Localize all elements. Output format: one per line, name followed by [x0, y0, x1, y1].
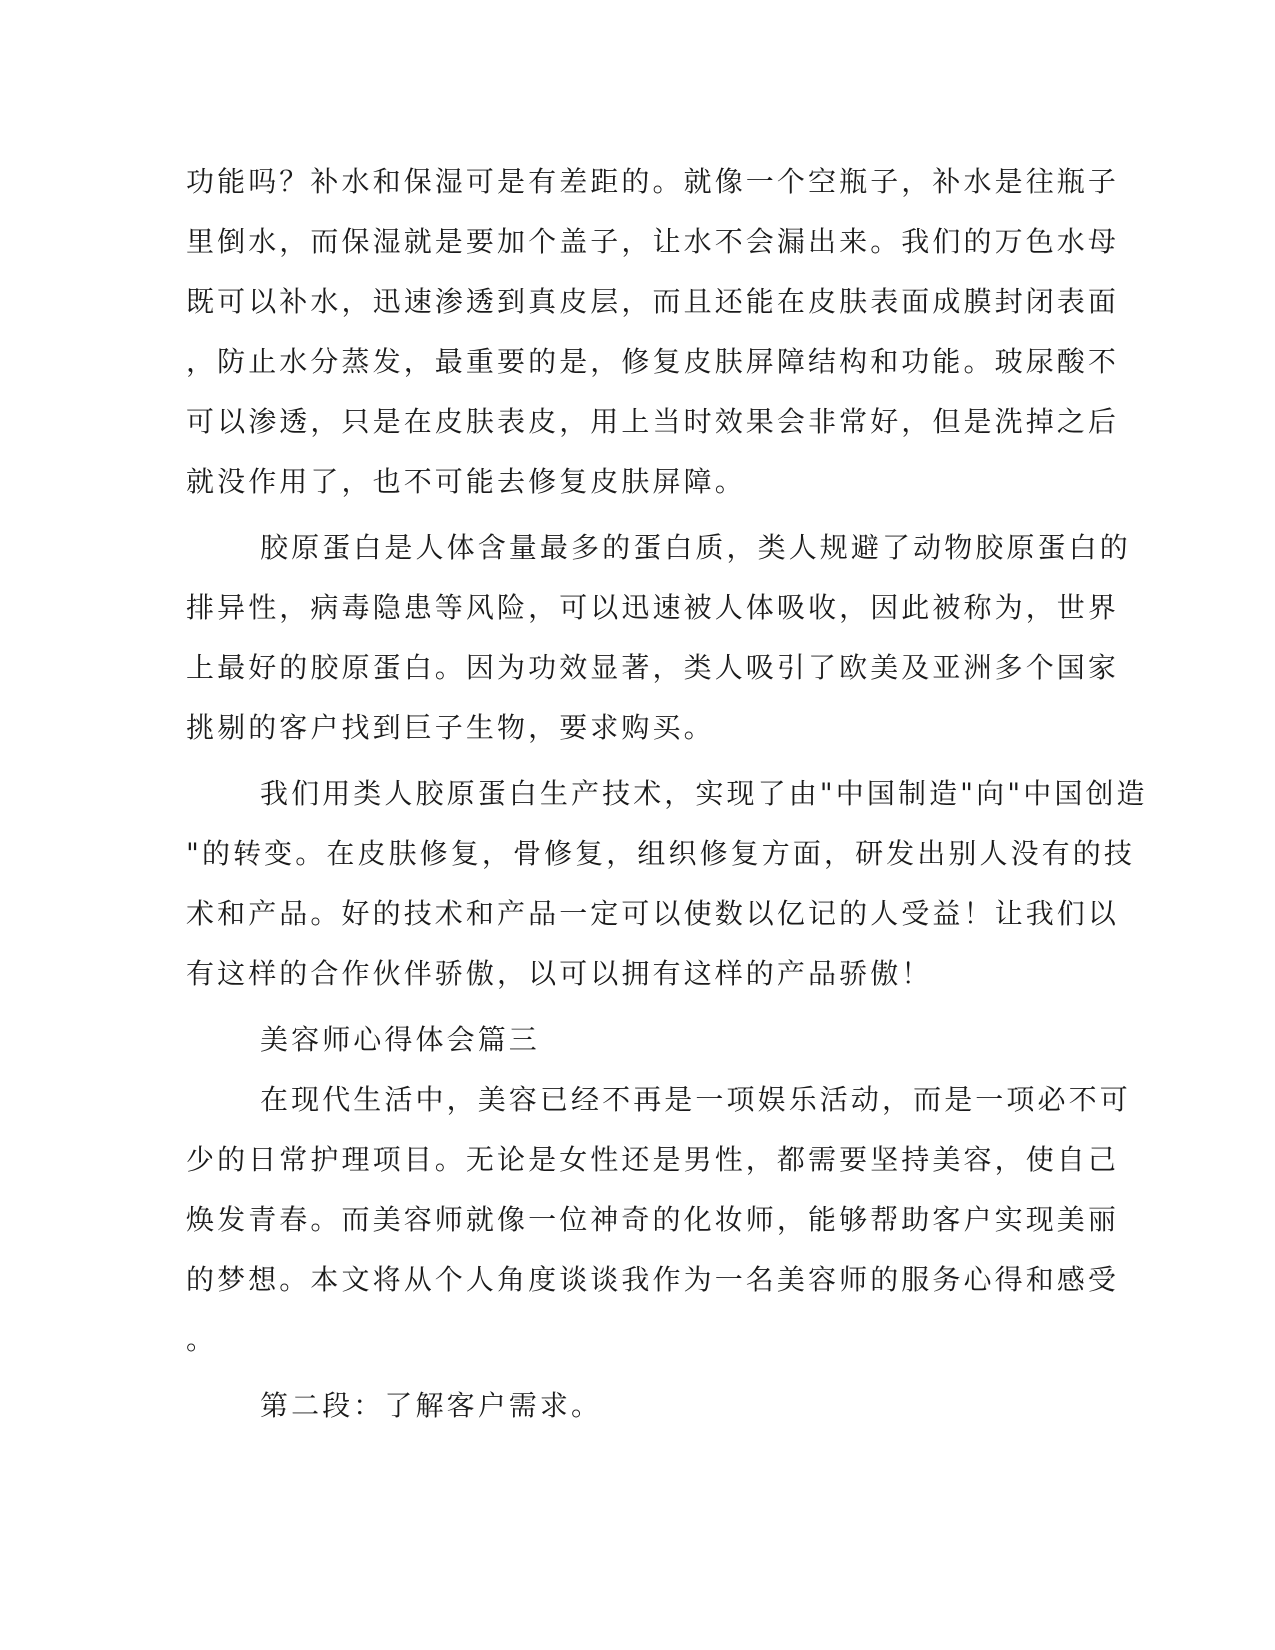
paragraph-first-line: 第二段：了解客户需求。 — [260, 1389, 603, 1422]
text-line: 少的日常护理项目。无论是女性还是男性，都需要坚持美容，使自己 — [186, 1143, 1120, 1176]
text-line: 挑剔的客户找到巨子生物，要求购买。 — [186, 711, 715, 744]
section-heading: 美容师心得体会篇三 — [260, 1023, 540, 1056]
text-line: ，防止水分蒸发，最重要的是，修复皮肤屏障结构和功能。玻尿酸不 — [186, 345, 1120, 378]
text-line: 焕发青春。而美容师就像一位神奇的化妆师，能够帮助客户实现美丽 — [186, 1203, 1120, 1236]
text-line: 的梦想。本文将从个人角度谈谈我作为一名美容师的服务心得和感受 — [186, 1263, 1120, 1296]
paragraph-first-line: 胶原蛋白是人体含量最多的蛋白质，类人规避了动物胶原蛋白的 — [260, 531, 1131, 564]
text-line: 术和产品。好的技术和产品一定可以使数以亿记的人受益！让我们以 — [186, 897, 1120, 930]
text-line: 。 — [186, 1323, 218, 1356]
text-line: 可以渗透，只是在皮肤表皮，用上当时效果会非常好，但是洗掉之后 — [186, 405, 1120, 438]
text-line: 排异性，病毒隐患等风险，可以迅速被人体吸收，因此被称为，世界 — [186, 591, 1120, 624]
text-line: 有这样的合作伙伴骄傲，以可以拥有这样的产品骄傲！ — [186, 957, 933, 990]
text-line: 上最好的胶原蛋白。因为功效显著，类人吸引了欧美及亚洲多个国家 — [186, 651, 1120, 684]
text-line: "的转变。在皮肤修复，骨修复，组织修复方面，研发出别人没有的技 — [186, 837, 1135, 870]
paragraph-first-line: 在现代生活中，美容已经不再是一项娱乐活动，而是一项必不可 — [260, 1083, 1131, 1116]
text-line: 既可以补水，迅速渗透到真皮层，而且还能在皮肤表面成膜封闭表面 — [186, 285, 1120, 318]
text-line: 功能吗？补水和保湿可是有差距的。就像一个空瓶子，补水是往瓶子 — [186, 165, 1120, 198]
text-line: 里倒水，而保湿就是要加个盖子，让水不会漏出来。我们的万色水母 — [186, 225, 1120, 258]
text-line: 就没作用了，也不可能去修复皮肤屏障。 — [186, 465, 746, 498]
paragraph-first-line: 我们用类人胶原蛋白生产技术，实现了由"中国制造"向"中国创造 — [260, 777, 1148, 810]
